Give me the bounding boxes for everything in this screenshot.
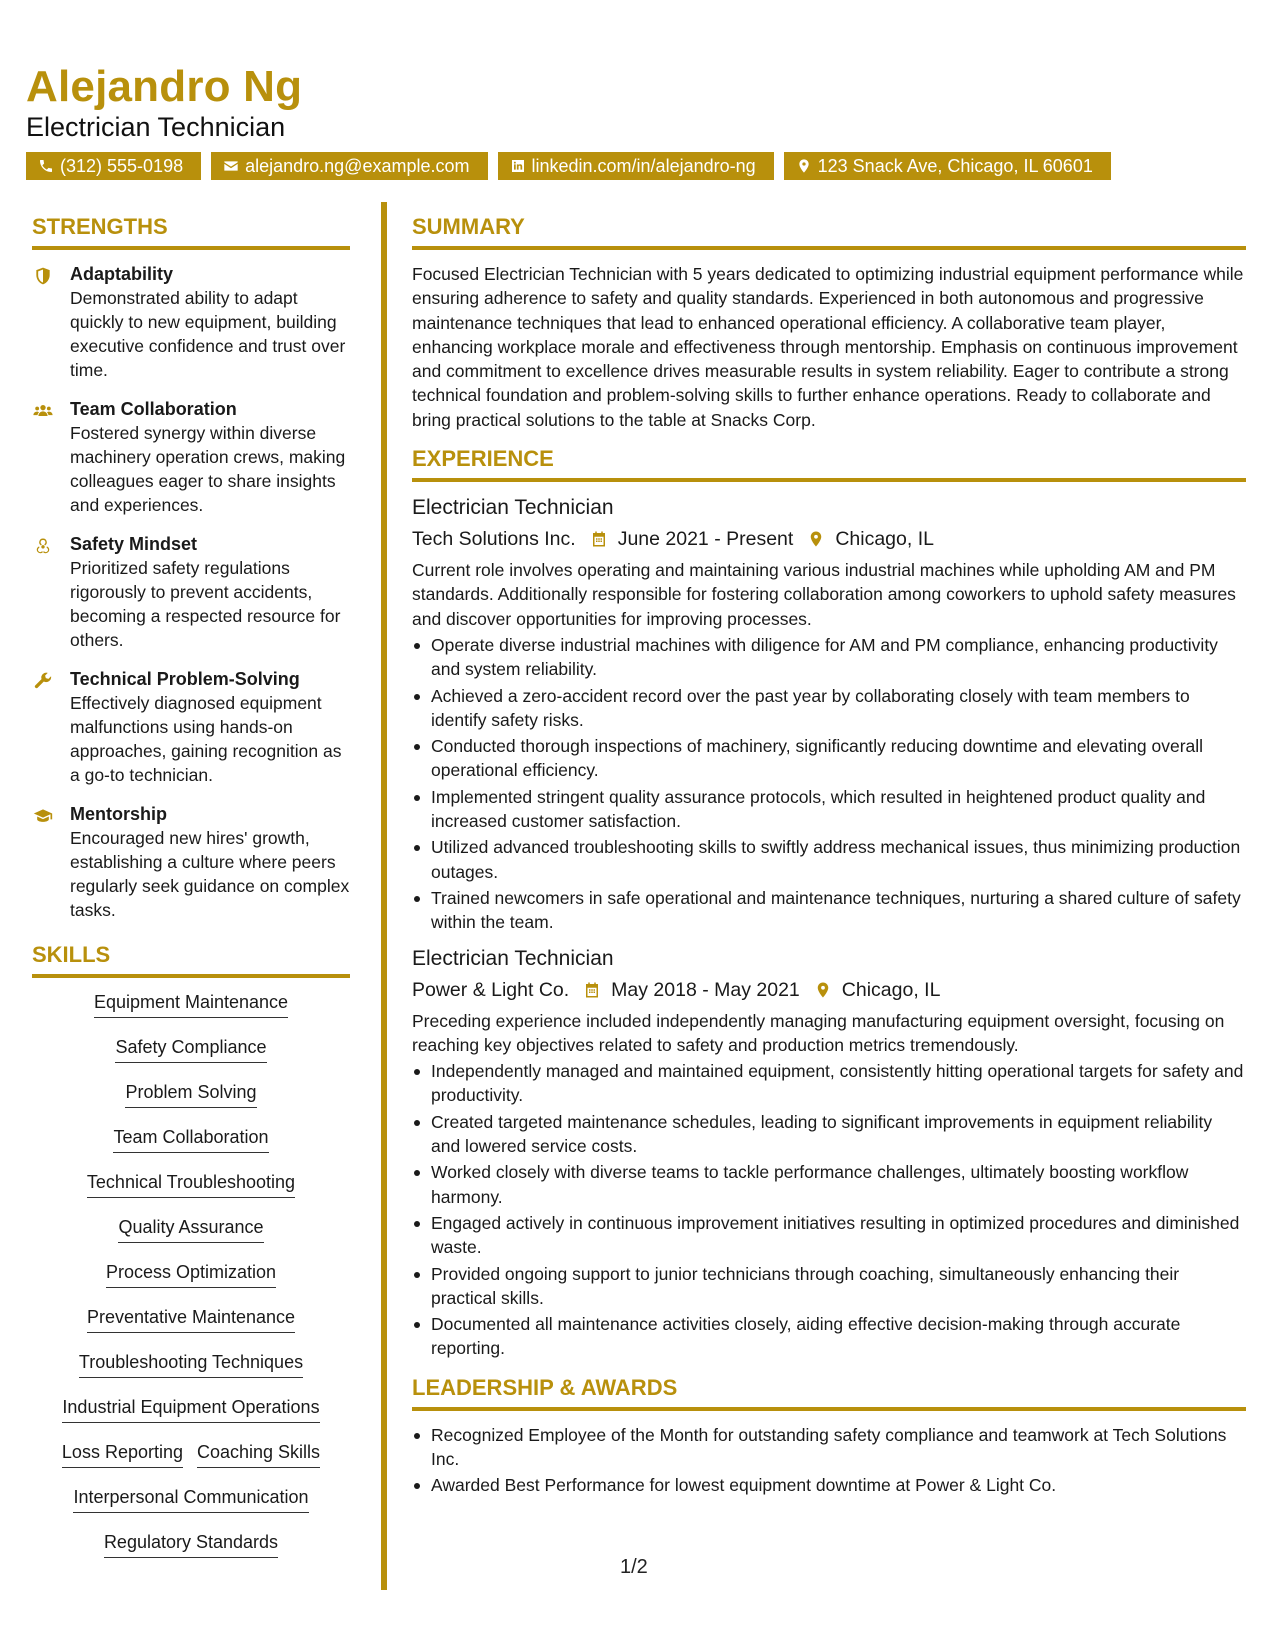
strengths-heading: STRENGTHS xyxy=(32,214,350,250)
job-description: Current role involves operating and maintaining various industrial machines while upholding AM and PM standards. Additionally responsible for fostering collaboration among coworkers to uphold safety measures and discover opportunities for improving processes. xyxy=(412,560,1236,629)
list-item: Provided ongoing support to junior technicians through coaching, simultaneously enhancing their practical skills. xyxy=(412,1262,1246,1311)
biohazard-icon xyxy=(32,536,54,556)
contact-linkedin-text: linkedin.com/in/alejandro-ng xyxy=(531,156,756,176)
strength-title: Mentorship xyxy=(70,804,167,824)
envelope-icon xyxy=(223,158,239,174)
list-item: Trained newcomers in safe operational and maintenance techniques, nurturing a shared culture of safety within the team. xyxy=(412,886,1246,935)
page-number: 1/2 xyxy=(620,1556,648,1578)
strength-title: Adaptability xyxy=(70,264,174,284)
strength-desc: Effectively diagnosed equipment malfunctions using hands-on approaches, gaining recognition as a go-to technician. xyxy=(70,693,342,785)
list-item: Implemented stringent quality assurance protocols, which resulted in heightened product quality and increased customer satisfaction. xyxy=(412,785,1246,834)
job-dates: May 2018 - May 2021 xyxy=(611,978,800,1001)
list-item: Conducted thorough inspections of machinery, significantly reducing downtime and elevating overall operational efficiency. xyxy=(412,734,1246,783)
contact-bar xyxy=(26,152,1111,180)
list-item: Recognized Employee of the Month for outstanding safety compliance and teamwork at Tech Solutions Inc. xyxy=(412,1423,1246,1472)
column-divider xyxy=(381,202,387,1590)
list-item: Created targeted maintenance schedules, leading to significant improvements in equipment reliability and lowered service costs. xyxy=(412,1110,1246,1159)
list-item: Utilized advanced troubleshooting skills to swiftly address mechanical issues, thus minimizing production outages. xyxy=(412,835,1246,884)
skills-heading: SKILLS xyxy=(32,942,350,978)
skill-tag: Team Collaboration xyxy=(113,1125,268,1153)
map-pin-icon xyxy=(807,530,825,548)
skill-tag: Safety Compliance xyxy=(115,1035,266,1063)
contact-address[interactable] xyxy=(784,152,1111,180)
list-item: Engaged actively in continuous improvement initiatives resulting in optimized procedures and diminished waste. xyxy=(412,1211,1246,1260)
job-location: Chicago, IL xyxy=(835,528,934,551)
awards-list xyxy=(412,1423,1246,1498)
left-column xyxy=(32,214,350,1575)
skill-tag: Troubleshooting Techniques xyxy=(79,1350,303,1378)
job-title: Electrician Technician xyxy=(412,946,614,970)
graduation-cap-icon xyxy=(32,806,54,826)
strength-item xyxy=(32,532,350,652)
wrench-icon xyxy=(32,671,54,691)
skill-tag: Coaching Skills xyxy=(197,1440,320,1468)
strength-title: Safety Mindset xyxy=(70,534,198,554)
strength-desc: Demonstrated ability to adapt quickly to new equipment, building executive confidence and trust over time. xyxy=(70,288,346,380)
strength-item xyxy=(32,262,350,382)
summary-heading: SUMMARY xyxy=(412,214,1246,250)
skill-tag: Regulatory Standards xyxy=(104,1530,278,1558)
job-bullets xyxy=(412,1059,1246,1361)
job-entry xyxy=(412,494,1246,934)
list-item: Achieved a zero-accident record over the past year by collaborating closely with team members to identify safety risks. xyxy=(412,684,1246,733)
strength-item xyxy=(32,802,350,922)
skill-tag: Problem Solving xyxy=(125,1080,256,1108)
job-meta xyxy=(412,524,1246,554)
skill-tag: Loss Reporting xyxy=(62,1440,183,1468)
job-location: Chicago, IL xyxy=(841,978,941,1001)
job-bullets xyxy=(412,633,1246,935)
skill-tag: Quality Assurance xyxy=(118,1215,263,1243)
skill-tag: Preventative Maintenance xyxy=(87,1305,295,1333)
users-icon xyxy=(32,401,54,421)
skill-tag: Process Optimization xyxy=(106,1260,276,1288)
linkedin-icon xyxy=(510,158,526,174)
list-item: Independently managed and maintained equipment, consistently hitting operational targets for safety and productivity. xyxy=(412,1059,1246,1108)
strength-title: Technical Problem-Solving xyxy=(70,669,300,689)
list-item: Documented all maintenance activities closely, aiding effective decision-making through accurate reporting. xyxy=(412,1312,1246,1361)
strength-desc: Fostered synergy within diverse machinery operation crews, making colleagues eager to share insights and experiences. xyxy=(70,423,346,515)
job-company: Tech Solutions Inc. xyxy=(412,528,576,551)
list-item: Awarded Best Performance for lowest equipment downtime at Power & Light Co. xyxy=(412,1473,1246,1497)
shield-icon xyxy=(32,266,54,286)
job-meta xyxy=(412,975,1246,1005)
job-dates: June 2021 - Present xyxy=(617,528,794,551)
job-description: Preceding experience included independently managing manufacturing equipment oversight, focusing on reaching key objectives related to safety and production metrics tremendously. xyxy=(412,1010,1225,1055)
job-company: Power & Light Co. xyxy=(412,978,570,1001)
strength-item xyxy=(32,667,350,787)
skill-tag: Equipment Maintenance xyxy=(94,990,288,1018)
contact-linkedin[interactable] xyxy=(498,152,774,180)
skill-tag: Industrial Equipment Operations xyxy=(62,1395,319,1423)
contact-email[interactable] xyxy=(211,152,487,180)
strength-title: Team Collaboration xyxy=(70,399,237,419)
list-item: Worked closely with diverse teams to tackle performance challenges, ultimately boosting workflow harmony. xyxy=(412,1160,1246,1209)
list-item: Operate diverse industrial machines with diligence for AM and PM compliance, enhancing productivity and system reliability. xyxy=(412,633,1246,682)
strength-item xyxy=(32,397,350,517)
calendar-icon xyxy=(583,981,601,999)
calendar-icon xyxy=(590,530,608,548)
contact-phone-text: (312) 555-0198 xyxy=(60,156,184,176)
strength-desc: Encouraged new hires' growth, establishing a culture where peers regularly seek guidance on complex tasks. xyxy=(70,828,350,920)
contact-email-text: alejandro.ng@example.com xyxy=(245,156,470,176)
candidate-title: Electrician Technician xyxy=(26,112,286,142)
job-title: Electrician Technician xyxy=(412,496,614,520)
strength-desc: Prioritized safety regulations rigorously to prevent accidents, becoming a respected resource for others. xyxy=(70,558,341,650)
awards-heading: LEADERSHIP & AWARDS xyxy=(412,1375,1246,1411)
contact-address-text: 123 Snack Ave, Chicago, IL 60601 xyxy=(817,156,1093,176)
skill-tag: Interpersonal Communication xyxy=(73,1485,308,1513)
job-entry xyxy=(412,945,1246,1361)
summary-text: Focused Electrician Technician with 5 years dedicated to optimizing industrial equipment performance while ensuring adherence to safety and quality standards. Experienced in both autonomous and progressive maintenance techniques that lead to enhanced operational efficiency. A collaborative team player, enhancing workplace morale and effectiveness through mentorship. Emphasis on continuous improvement and commitment to excellence drives measurable results in system reliability. Eager to contribute a strong technical foundation and problem-solving skills to further enhance operations. Ready to collaborate and bring practical solutions to the table at Snacks Corp. xyxy=(412,264,1244,430)
contact-phone[interactable] xyxy=(26,152,201,180)
skills-list xyxy=(32,990,350,1575)
right-column xyxy=(412,214,1246,1500)
phone-icon xyxy=(38,158,54,174)
candidate-name: Alejandro Ng xyxy=(26,62,303,111)
skill-tag: Technical Troubleshooting xyxy=(87,1170,295,1198)
experience-heading: EXPERIENCE xyxy=(412,446,1246,482)
map-pin-icon xyxy=(796,158,812,174)
map-pin-icon xyxy=(814,981,832,999)
